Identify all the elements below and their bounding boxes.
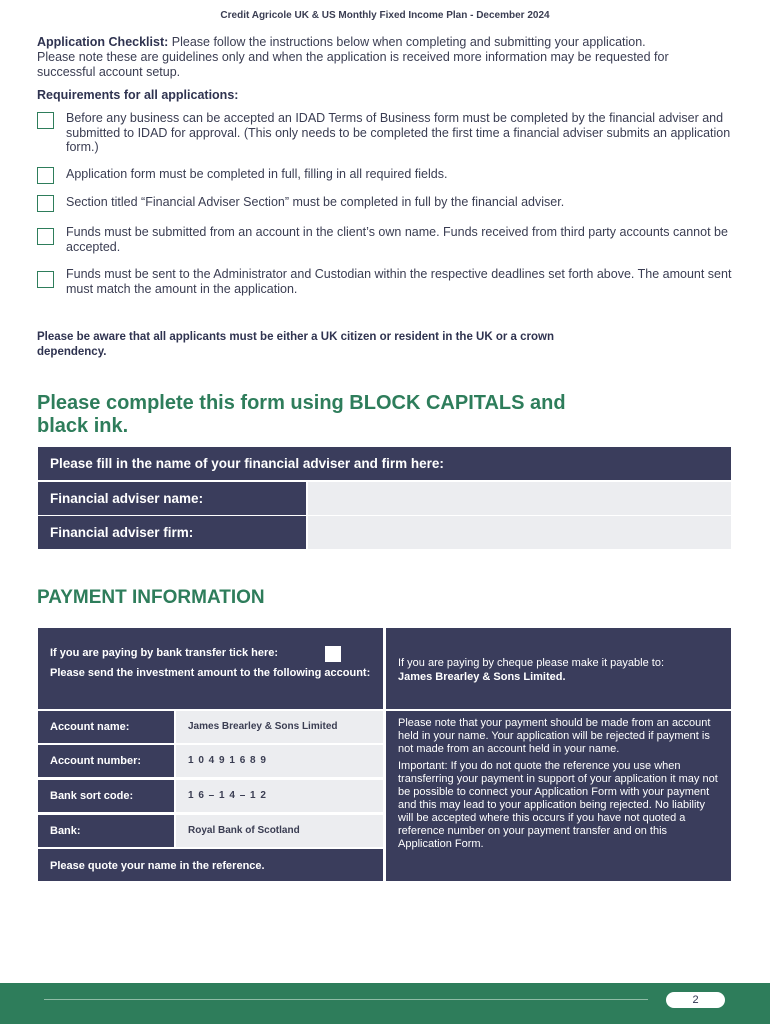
application-checklist-intro [37, 35, 677, 80]
intro-text: Please follow the instructions below when completing and submitting your application. Please note these are guidelines only and when the application is received more information may be requested for successful account setup. [37, 35, 669, 79]
adviser-name-field[interactable] [308, 482, 731, 515]
adviser-name-label: Financial adviser name: [38, 482, 306, 515]
bank-transfer-checkbox[interactable] [324, 645, 342, 663]
cheque-payee: James Brearley & Sons Limited. [398, 671, 566, 683]
bank-transfer-label: If you are paying by bank transfer tick here: [50, 647, 279, 659]
bank-transfer-panel [38, 628, 383, 709]
sort-code-label: Bank sort code: [38, 780, 174, 812]
payment-notes-panel [386, 711, 731, 881]
payment-note: Please note that your payment should be made from an account held in your name. Your application will be rejected if payment is not made from an account held in your name. [398, 717, 711, 755]
send-instruction: Please send the investment amount to the following account: [50, 667, 371, 679]
footer-divider [44, 999, 648, 1000]
page-number: 2 [666, 992, 725, 1008]
checklist-item-text: Funds must be sent to the Administrator and Custodian within the respective deadlines set forth above. The amount sent must match the amount in the application. [66, 267, 732, 296]
checklist-checkbox[interactable] [37, 271, 54, 288]
cheque-panel [386, 628, 731, 709]
checklist-item-text: Application form must be completed in full, filling in all required fields. [66, 167, 448, 181]
adviser-table-header: Please fill in the name of your financial adviser and firm here: [38, 447, 731, 480]
checklist-checkbox[interactable] [37, 228, 54, 245]
payment-information-heading: PAYMENT INFORMATION [37, 587, 265, 608]
bank-value: Royal Bank of Scotland [176, 815, 383, 847]
checklist-item-text: Section titled “Financial Adviser Section” must be completed in full by the financial adviser. [66, 195, 565, 209]
reference-instruction: Please quote your name in the reference. [38, 849, 383, 881]
account-number-value: 1 0 4 9 1 6 8 9 [176, 745, 383, 777]
adviser-firm-field[interactable] [308, 516, 731, 549]
account-name-label: Account name: [38, 711, 174, 743]
payment-important-note: Important: If you do not quote the reference you use when transferring your payment in support of your application it may not be possible to connect your Application Form with your payment and this may lead to your application being rejected. No liability will be accepted where this occurs if you have not quoted a reference number on your payment transfer and on this Application Form. [398, 760, 718, 850]
checklist-checkbox[interactable] [37, 112, 54, 129]
checklist-item-text: Funds must be submitted from an account in the client’s own name. Funds received from third party accounts cannot be accepted. [66, 225, 728, 254]
account-name-value: James Brearley & Sons Limited [176, 711, 383, 743]
document-header-title: Credit Agricole UK & US Monthly Fixed Income Plan - December 2024 [220, 10, 550, 21]
checklist-checkbox[interactable] [37, 195, 54, 212]
adviser-firm-label: Financial adviser firm: [38, 516, 306, 549]
block-capitals-heading: Please complete this form using BLOCK CAPITALS and black ink. [37, 392, 566, 437]
checklist-checkbox[interactable] [37, 167, 54, 184]
residency-notice: Please be aware that all applicants must be either a UK citizen or resident in the UK or a crown dependency. [37, 331, 555, 358]
page-footer [0, 983, 770, 1024]
requirements-heading: Requirements for all applications: [37, 88, 239, 102]
intro-label: Application Checklist: [37, 35, 169, 49]
checklist-item-text: Before any business can be accepted an IDAD Terms of Business form must be completed by the financial adviser and submitted to IDAD for approval. (This only needs to be completed the first time a financial adviser submits an application form.) [66, 111, 731, 154]
cheque-text: If you are paying by cheque please make it payable to: [398, 657, 665, 669]
account-number-label: Account number: [38, 745, 174, 777]
bank-label: Bank: [38, 815, 174, 847]
sort-code-value: 1 6 – 1 4 – 1 2 [176, 780, 383, 812]
